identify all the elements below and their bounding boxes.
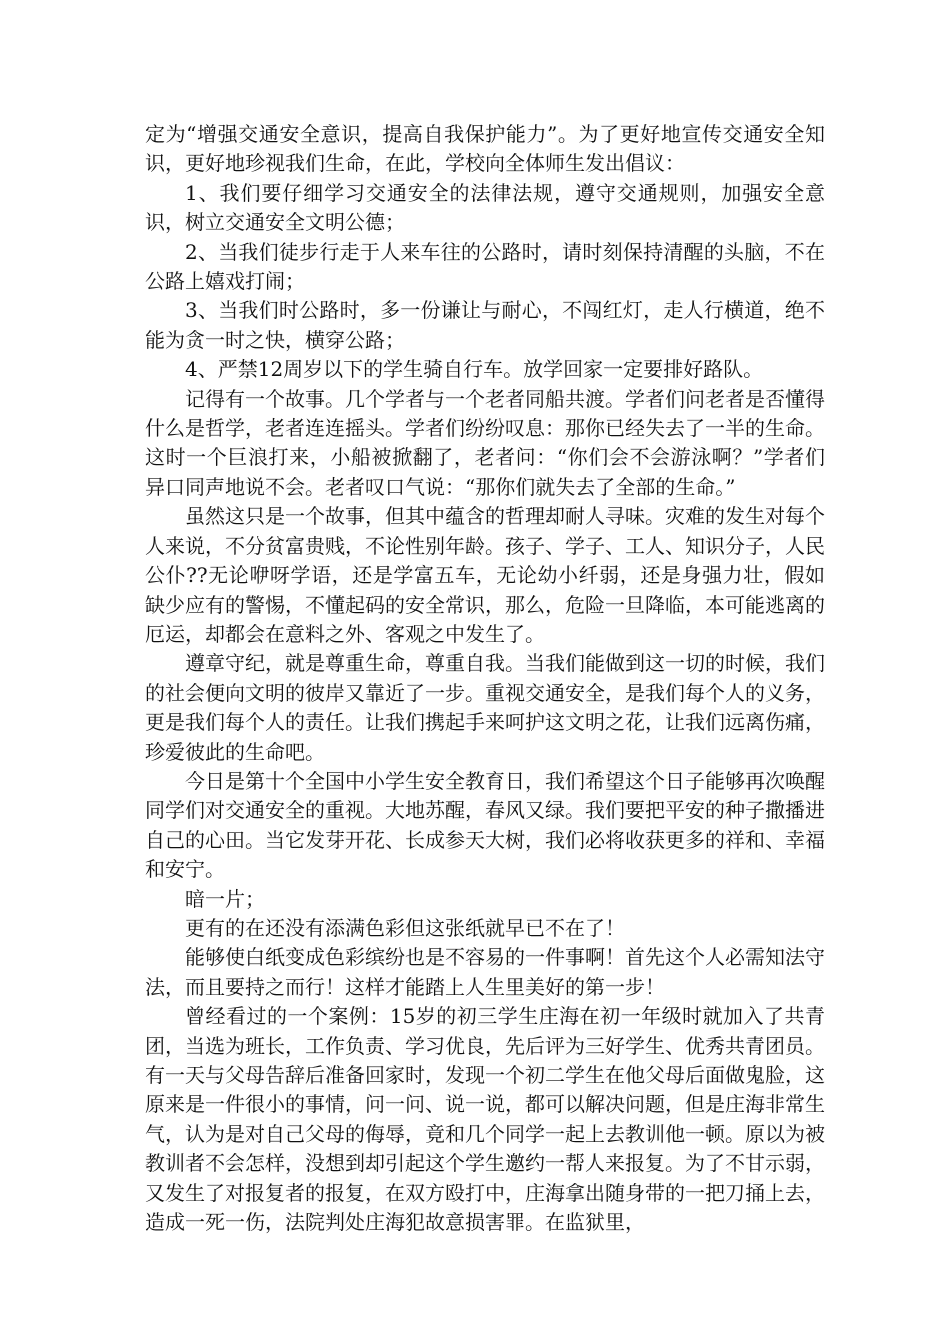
paragraph-respect-life: 遵章守纪，就是尊重生命，尊重自我。当我们能做到这一切的时候，我们的社会便向文明的彼岸又靠近了一步。重视交通安全，是我们每个人的义务，更是我们每个人的责任。让我们携起手来呵护这文明之花，让我们远离伤痛，珍爱彼此的生命吧。: [145, 651, 825, 764]
paragraph-fragment-2: 更有的在还没有添满色彩但这张纸就早已不在了！: [185, 915, 625, 940]
paragraph-story: 记得有一个故事。几个学者与一个老者同船共渡。学者们问老者是否懂得什么是哲学，老者连连摇头。学者们纷纷叹息：那你已经失去了一半的生命。这时一个巨浪打来，小船被掀翻了，老者问：“你们会不会游泳啊？”学者们异口同声地说不会。老者叹口气说：“那你们就失去了全部的生命。”: [145, 386, 825, 499]
paragraph-proposal-4: 4、严禁12周岁以下的学生骑自行车。放学回家一定要排好路队。: [185, 357, 764, 382]
paragraph-intro: 定为“增强交通安全意识，提高自我保护能力”。为了更好地宣传交通安全知识，更好地珍视我们生命，在此，学校向全体师生发出倡议：: [145, 122, 825, 176]
paragraph-safety-day: 今日是第十个全国中小学生安全教育日，我们希望这个日子能够再次唤醒同学们对交通安全的重视。大地苏醒，春风又绿。我们要把平安的种子撒播进自己的心田。当它发芽开花、长成参天大树，我们必将收获更多的祥和、幸福和安宁。: [145, 768, 825, 882]
document-body: [145, 120, 825, 1237]
paragraph-fragment-1: 暗一片；: [185, 886, 265, 911]
paragraph-proposal-1: 1、我们要仔细学习交通安全的法律法规，遵守交通规则，加强安全意识，树立交通安全文明公德；: [145, 180, 825, 235]
paragraph-law-abiding: 能够使白纸变成色彩缤纷也是不容易的一件事啊！首先这个人必需知法守法，而且要持之而行！这样才能踏上人生里美好的第一步！: [145, 945, 825, 999]
paragraph-proposal-3: 3、当我们时公路时，多一份谦让与耐心，不闯红灯，走人行横道，绝不能为贪一时之快，横穿公路；: [145, 298, 825, 352]
paragraph-reflection: 虽然这只是一个故事，但其中蕴含的哲理却耐人寻味。灾难的发生对每个人来说，不分贫富贵贱，不论性别年龄。孩子、学子、工人、知识分子，人民公仆??无论咿呀学语，还是学富五车，无论幼小纤弱，还是身强力壮，假如缺少应有的警惕，不懂起码的安全常识，那么，危险一旦降临，本可能逃离的厄运，却都会在意料之外、客观之中发生了。: [145, 504, 825, 646]
paragraph-case-study: 曾经看过的一个案例：15岁的初三学生庄海在初一年级时就加入了共青团，当选为班长，工作负责、学习优良，先后评为三好学生、优秀共青团员。有一天与父母告辞后准备回家时，发现一个初二学生在他父母后面做鬼脸，这原来是一件很小的事情，问一问、说一说，都可以解决问题，但是庄海非常生气，认为是对自己父母的侮辱，竟和几个同学一起上去教训他一顿。原以为被教训者不会怎样，没想到却引起这个学生邀约一帮人来报复。为了不甘示弱，又发生了对报复者的报复，在双方殴打中，庄海拿出随身带的一把刀捅上去，造成一死一伤，法院判处庄海犯故意损害罪。在监狱里，: [145, 1004, 825, 1235]
paragraph-proposal-2: 2、当我们徒步行走于人来车往的公路时，请时刻保持清醒的头脑，不在公路上嬉戏打闹；: [145, 239, 825, 294]
